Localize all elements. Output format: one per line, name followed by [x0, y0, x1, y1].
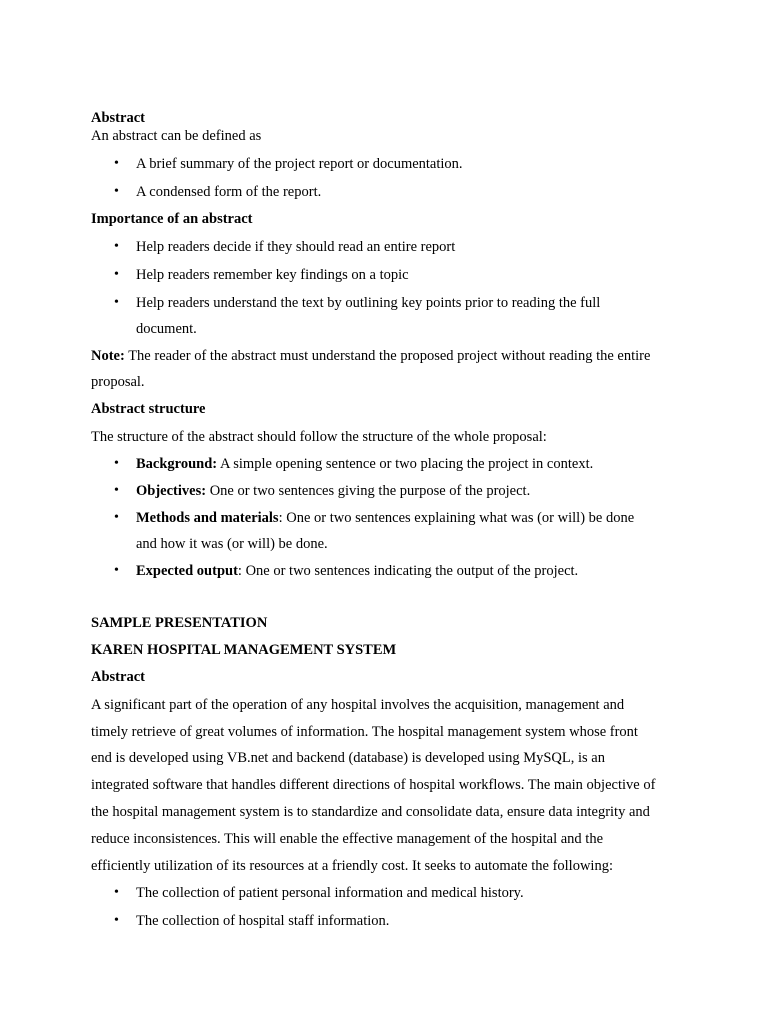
- structure-item: [136, 562, 578, 580]
- bullet-icon: •: [114, 885, 119, 900]
- paragraph-line: efficiently utilization of its resources at a friendly cost. It seeks to automate the following:: [91, 858, 613, 874]
- note-label: Note:: [91, 348, 125, 364]
- structure-item: [136, 509, 634, 527]
- paragraph-line: A significant part of the operation of any hospital involves the acquisition, management and: [91, 697, 625, 713]
- sample-heading: SAMPLE PRESENTATION: [91, 615, 268, 631]
- note-line: [91, 347, 650, 365]
- bullet-icon: •: [114, 184, 119, 199]
- structure-item-text: : One or two sentences explaining what was (or will) be done: [278, 510, 635, 526]
- paragraph-line: timely retrieve of great volumes of information. The hospital management system whose front: [91, 724, 638, 740]
- bullet-icon: •: [114, 510, 119, 525]
- structure-item: [136, 455, 593, 473]
- note-text: The reader of the abstract must understand the proposed project without reading the entire: [124, 348, 651, 364]
- bullet-icon: •: [114, 239, 119, 254]
- structure-item-label: Objectives:: [136, 483, 207, 499]
- bullet-icon: •: [114, 563, 119, 578]
- importance-heading: Importance of an abstract: [91, 211, 253, 227]
- project-title: KAREN HOSPITAL MANAGEMENT SYSTEM: [91, 642, 397, 658]
- structure-item: [136, 482, 530, 500]
- sample-abstract-heading: Abstract: [91, 669, 145, 685]
- abstract-heading: Abstract: [91, 110, 145, 126]
- automation-item: The collection of patient personal information and medical history.: [136, 885, 524, 901]
- note-line-continuation: proposal.: [91, 374, 145, 390]
- bullet-icon: •: [114, 156, 119, 171]
- bullet-icon: •: [114, 483, 119, 498]
- bullet-icon: •: [114, 456, 119, 471]
- importance-item: Help readers understand the text by outlining key points prior to reading the full: [136, 295, 601, 311]
- structure-item-label: Expected output: [136, 563, 238, 579]
- importance-item: Help readers remember key findings on a topic: [136, 267, 409, 283]
- bullet-icon: •: [114, 267, 119, 282]
- definition-item: A brief summary of the project report or documentation.: [136, 156, 463, 172]
- importance-item: Help readers decide if they should read an entire report: [136, 239, 456, 255]
- structure-heading: Abstract structure: [91, 401, 206, 417]
- paragraph-line: end is developed using VB.net and backend (database) is developed using MySQL, is an: [91, 750, 605, 766]
- paragraph-line: reduce inconsistences. This will enable the effective management of the hospital and the: [91, 831, 604, 847]
- bullet-icon: •: [114, 913, 119, 928]
- importance-item-continuation: document.: [136, 321, 197, 337]
- paragraph-line: the hospital management system is to standardize and consolidate data, ensure data integrity and: [91, 804, 650, 820]
- bullet-icon: •: [114, 295, 119, 310]
- structure-item-text: A simple opening sentence or two placing the project in context.: [217, 456, 594, 472]
- structure-item-continuation: and how it was (or will) be done.: [136, 536, 328, 552]
- structure-item-label: Methods and materials: [136, 510, 279, 526]
- automation-item: The collection of hospital staff information.: [136, 913, 390, 929]
- structure-intro: The structure of the abstract should follow the structure of the whole proposal:: [91, 429, 547, 445]
- definition-item: A condensed form of the report.: [136, 184, 322, 200]
- paragraph-line: integrated software that handles different directions of hospital workflows. The main objective of: [91, 777, 656, 793]
- abstract-intro: An abstract can be defined as: [91, 128, 262, 144]
- structure-item-text: One or two sentences giving the purpose of the project.: [206, 483, 531, 499]
- structure-item-label: Background:: [136, 456, 218, 472]
- structure-item-text: : One or two sentences indicating the output of the project.: [237, 563, 579, 579]
